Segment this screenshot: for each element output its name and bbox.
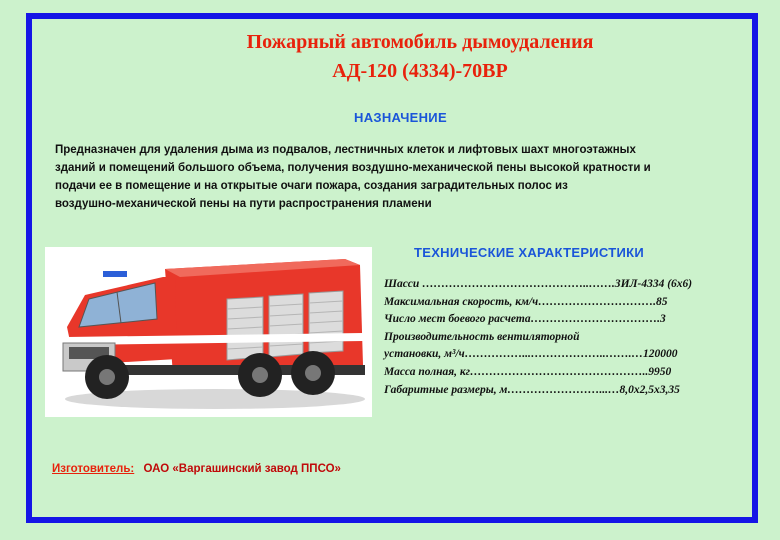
page-title: Пожарный автомобиль дымоудаления [246,31,594,53]
purpose-line: зданий и помещений большого объема, получения воздушно-механической пены высокой кратности и [55,162,651,174]
fire-truck-icon [45,247,372,417]
spec-dimensions: Габаритные размеры, м……………………...…8,0х2,5х3,35 [384,383,680,396]
spec-fan-capacity: установки, м³/ч……………...………………..…….…120000 [384,348,678,361]
manufacturer [52,463,341,475]
page-subtitle: АД-120 (4334)-70ВР [332,60,508,82]
spec-chassis: Шасси ……………………………………..…….ЗИЛ-4334 (6х6) [384,278,693,290]
manufacturer-label: Изготовитель: [52,463,135,475]
spec-total-mass: Масса полная, кг………………………………………..9950 [384,365,672,378]
purpose-heading: НАЗНАЧЕНИЕ [354,110,447,125]
specs-heading: ТЕХНИЧЕСКИЕ ХАРАКТЕРИСТИКИ [414,245,645,260]
purpose-text [55,141,735,213]
spec-max-speed: Максимальная скорость, км/ч………………………….85 [384,295,668,308]
purpose-line: подачи ее в помещение и на открытые очаги пожара, создания заградительных полос из [55,180,568,192]
spec-crew-seats: Число мест боевого расчета…………………………….3 [384,313,666,326]
fire-truck-image [45,247,372,417]
spec-fan-capacity-label: Производительность вентиляторной [384,330,580,343]
purpose-line: Предназначен для удаления дыма из подвалов, лестничных клеток и лифтовых шахт многоэтажных [55,144,636,156]
purpose-line: воздушно-механической пены на пути распространения пламени [55,198,432,210]
specs-list [384,276,764,399]
manufacturer-name: ОАО «Варгашинский завод ППСО» [143,463,341,475]
